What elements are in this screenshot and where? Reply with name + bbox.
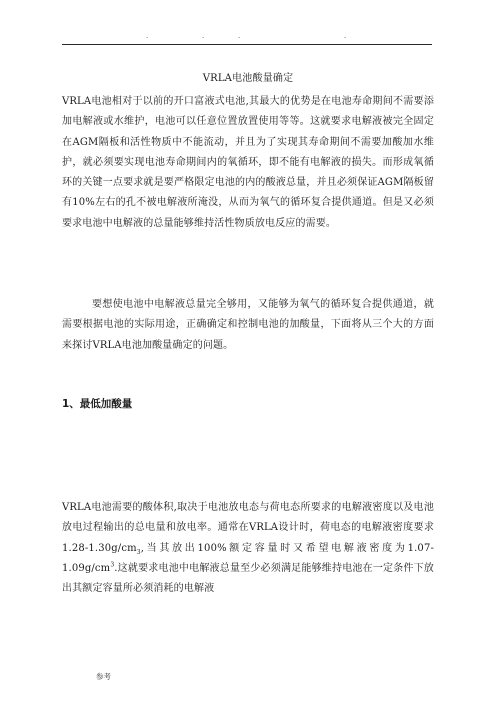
paragraph-intro: VRLA电池相对于以前的开口富液式电池,其最大的优势是在电池寿命期间不需要添加电解液或水维护，电池可以任意位置放置使用等等。这就要求电解液被完全固定在AGM隔板和活性物质中不能流动，并且为了实现其寿命期间不需要加酸加水维护，就必须要实现电池寿命期间内的氧循环，即不能有电解液的损失。而形成氧循环的关键一点要求就是要严格限定电池的内的酸液总量，并且必须保证AGM隔板留有10%左右的孔不被电解液所淹没，从而为氧气的循环复合提供通道。但是又必须要求电池中电解液的总量能够维持活性物质放电反应的需要。	[62, 96, 434, 229]
paragraph-text: VRLA电池需要的酸体积,取决于电池放电态与荷电态所要求的电解液密度以及电池放电过程输出的总电量和放电率。通常在VRLA设计时，荷电态的电解液密度要求1.28-1.30g/cm	[62, 502, 434, 554]
paragraph-min-acid	[62, 498, 434, 599]
unit-superscript: 3	[110, 561, 115, 569]
header-mark: .	[344, 32, 347, 40]
section-heading: 1、最低加酸量	[62, 398, 133, 410]
header-marks	[62, 30, 432, 42]
header-rule	[62, 44, 432, 45]
paragraph-text: ,当其放出100%额定容量时又希望电解液密度为1.07-1.09g/cm	[62, 542, 434, 574]
unit-subscript: 3	[136, 548, 141, 556]
header-mark: .	[146, 32, 149, 40]
paragraph-overview: 要想使电池中电解液总量完全够用，又能够为氧气的循环复合提供通道，就需要根据电池的实际用途，正确确定和控制电池的加酸量，下面将从三个大的方面来探讨VRLA电池加酸量确定的问题。	[62, 299, 434, 351]
header-mark: .	[202, 32, 205, 40]
header-mark: .	[238, 32, 241, 40]
paragraph-text: .这就要求电池中电解液总量至少必须满足能够维持电池在一定条件下放出其额定容量所必须消耗的电解液	[62, 562, 434, 595]
document-title: VRLA电池酸量确定	[202, 73, 294, 84]
footer-label: 参考	[96, 672, 111, 681]
